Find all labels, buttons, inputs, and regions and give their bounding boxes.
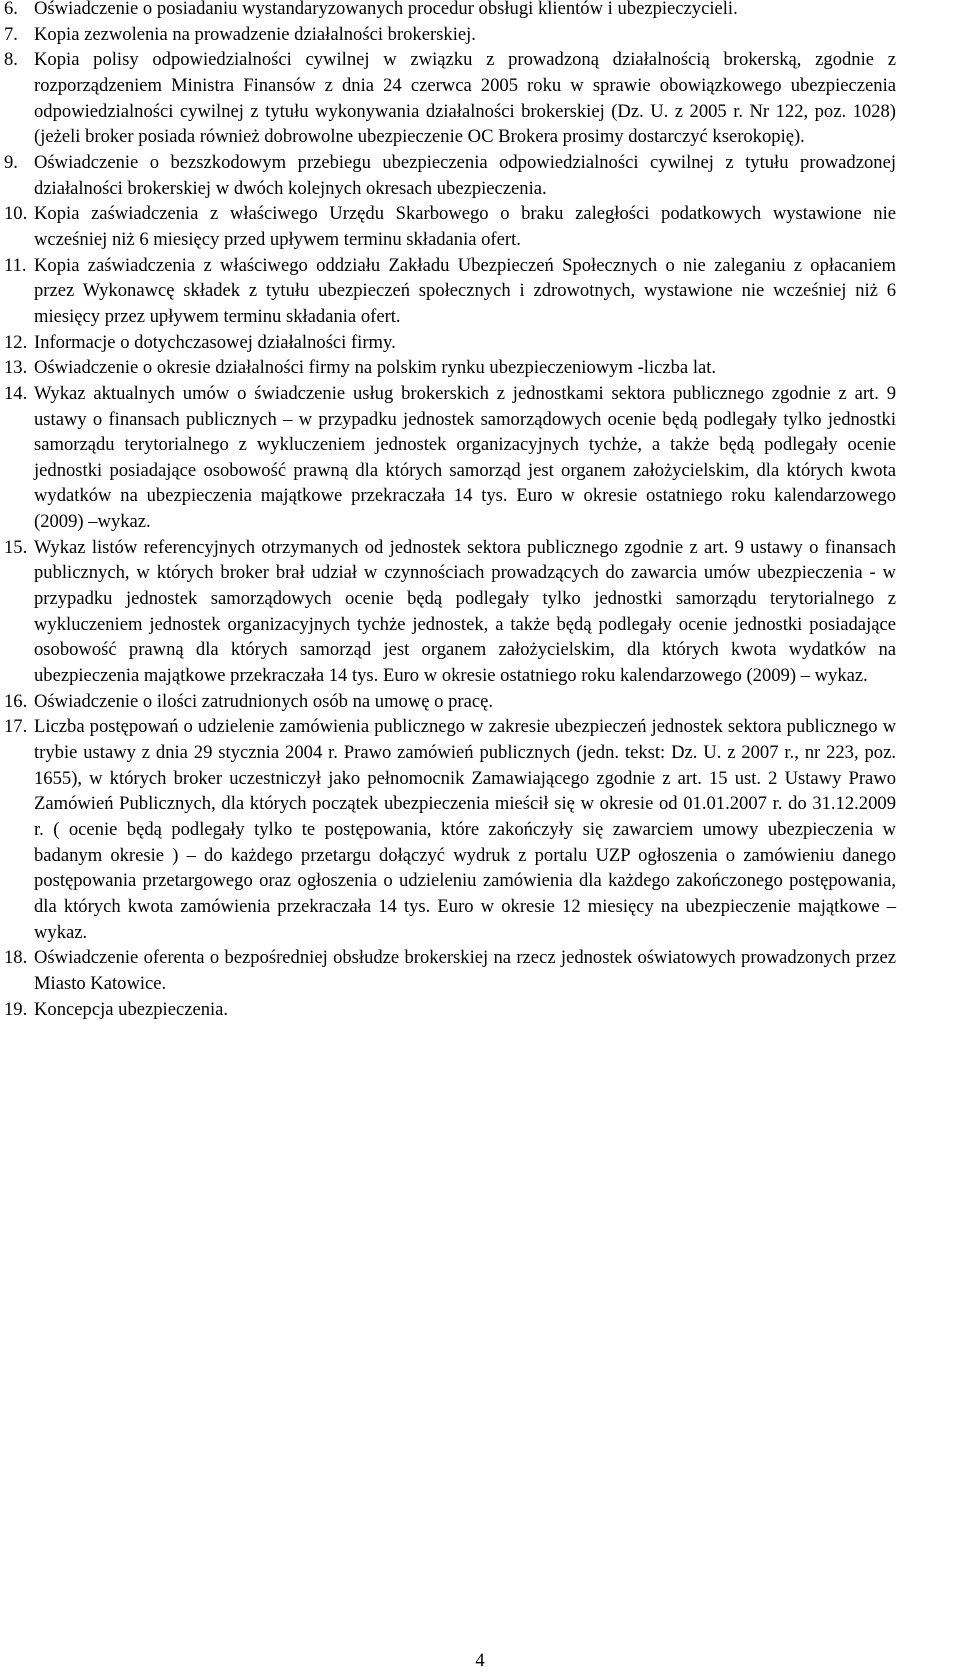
item-text: Oświadczenie oferenta o bezpośredniej obsłudze brokerskiej na rzecz jednostek oświatowych prowadzonych przez Miasto Katowice. (34, 947, 896, 994)
item-number: 15. (4, 536, 28, 558)
item-text: Informacje o dotychczasowej działalności firmy. (34, 331, 396, 353)
list-item (4, 201, 896, 252)
item-number: 11. (4, 254, 27, 276)
list-item (4, 47, 896, 150)
item-number: 18. (4, 947, 28, 969)
item-text: Kopia zezwolenia na prowadzenie działalności brokerskiej. (34, 23, 476, 45)
item-text: Wykaz aktualnych umów o świadczenie usług brokerskich z jednostkami sektora publicznego zgodnie z art. 9 ustawy o finansach publicznych – w przypadku jednostek samorządowych ocenie będą podlegały tylko jednostki samorządu terytorialnego z wykluczeniem jednostek organizacyjnych tychże, a także będą podlegały ocenie jednostki posiadające osobowość prawną dla których samorząd jest organem założycielskim, dla których kwota wydatków na ubezpieczenia majątkowe przekraczała 14 tys. Euro w okresie ostatniego roku kalendarzowego (2009) –wykaz. (34, 382, 896, 533)
item-text: Wykaz listów referencyjnych otrzymanych od jednostek sektora publicznego zgodnie z art. 9 ustawy o finansach publicznych, w których broker brał udział w czynnościach prowadzących do zawarcia umów ubezpieczenia - w przypadku jednostek samorządowych ocenie będą podlegały tylko jednostki samorządu terytorialnego z wykluczeniem jednostek organizacyjnych tychże jednostek, a także będą podlegały ocenie jednostki posiadające osobowość prawną dla których samorząd jest organem założycielskim, dla których kwota wydatków na ubezpieczenia majątkowe przekraczała 14 tys. Euro w okresie ostatniego roku kalendarzowego (2009) – wykaz. (34, 536, 896, 687)
page-number: 4 (475, 1650, 485, 1671)
item-number: 8. (4, 49, 18, 71)
item-number: 19. (4, 998, 28, 1020)
item-text: Oświadczenie o posiadaniu wystandaryzowanych procedur obsługi klientów i ubezpieczycieli. (34, 0, 738, 19)
list-item (4, 22, 896, 48)
item-number: 16. (4, 690, 28, 712)
list-item (4, 330, 896, 356)
list-item (4, 253, 896, 330)
item-text: Kopia zaświadczenia z właściwego Urzędu Skarbowego o braku zaległości podatkowych wystawione nie wcześniej niż 6 miesięcy przed upływem terminu składania ofert. (34, 203, 896, 250)
item-number: 14. (4, 382, 28, 404)
item-text: Oświadczenie o bezszkodowym przebiegu ubezpieczenia odpowiedzialności cywilnej z tytułu prowadzonej działalności brokerskiej w dwóch kolejnych okresach ubezpieczenia. (34, 151, 896, 199)
list-item (4, 689, 896, 715)
list-item (4, 997, 896, 1023)
item-number: 6. (4, 0, 18, 19)
list-item (4, 381, 896, 535)
item-text: Oświadczenie o ilości zatrudnionych osób na umowę o pracę. (34, 690, 494, 712)
item-text: Liczba postępowań o udzielenie zamówienia publicznego w zakresie ubezpieczeń jednostek sektora publicznego w trybie ustawy z dnia 29 stycznia 2004 r. Prawo zamówień publicznych (jedn. tekst: Dz. U. z 2007 r., nr 223, poz. 1655), w których broker uczestniczył jako pełnomocnik Zamawiającego zgodnie z art. 15 ust. 2 Ustawy Prawo Zamówień Publicznych, dla których początek ubezpieczenia mieścił się w okresie od 01.01.2007 r. do 31.12.2009 r. ( ocenie będą podlegały tylko te postępowania, które zakończyły się zawarciem umowy ubezpieczenia w badanym okresie ) – do każdego przetargu dołączyć wydruk z portalu UZP ogłoszenia o zamówieniu danego postępowania przetargowego oraz ogłoszenia o udzieleniu zamówienia dla każdego zakończonego postępowania, dla których kwota zamówienia przekraczała 14 tys. Euro w okresie 12 miesięcy na ubezpieczenie majątkowe – wykaz. (34, 716, 896, 943)
list-item (4, 355, 896, 381)
list-item (4, 150, 896, 201)
item-number: 9. (4, 151, 18, 173)
item-number: 13. (4, 357, 28, 379)
list-item (4, 714, 896, 945)
item-number: 12. (4, 331, 28, 353)
item-text: Oświadczenie o okresie działalności firmy na polskim rynku ubezpieczeniowym -liczba lat. (34, 357, 717, 379)
item-text: Kopia polisy odpowiedzialności cywilnej w związku z prowadzoną działalnością brokerską, zgodnie z rozporządzeniem Ministra Finansów z dnia 24 czerwca 2005 roku w sprawie obowiązkowego ubezpieczenia odpowiedzialności cywilnej z tytułu wykonywania działalności brokerskiej (Dz. U. z 2005 r. Nr 122, poz. 1028) (jeżeli broker posiada również dobrowolne ubezpieczenie OC Brokera prosimy dostarczyć kserokopię). (34, 49, 896, 148)
requirements-list (4, 0, 896, 1022)
item-number: 17. (4, 716, 28, 738)
list-item (4, 0, 896, 22)
list-item (4, 945, 896, 996)
item-text: Kopia zaświadczenia z właściwego oddziału Zakładu Ubezpieczeń Społecznych o nie zaleganiu z opłacaniem przez Wykonawcę składek z tytułu ubezpieczeń społecznych i zdrowotnych, wystawione nie wcześniej niż 6 miesięcy przez upływem terminu składania ofert. (34, 254, 896, 327)
item-text: Koncepcja ubezpieczenia. (34, 998, 229, 1020)
item-number: 7. (4, 23, 18, 45)
list-item (4, 535, 896, 689)
item-number: 10. (4, 203, 28, 225)
